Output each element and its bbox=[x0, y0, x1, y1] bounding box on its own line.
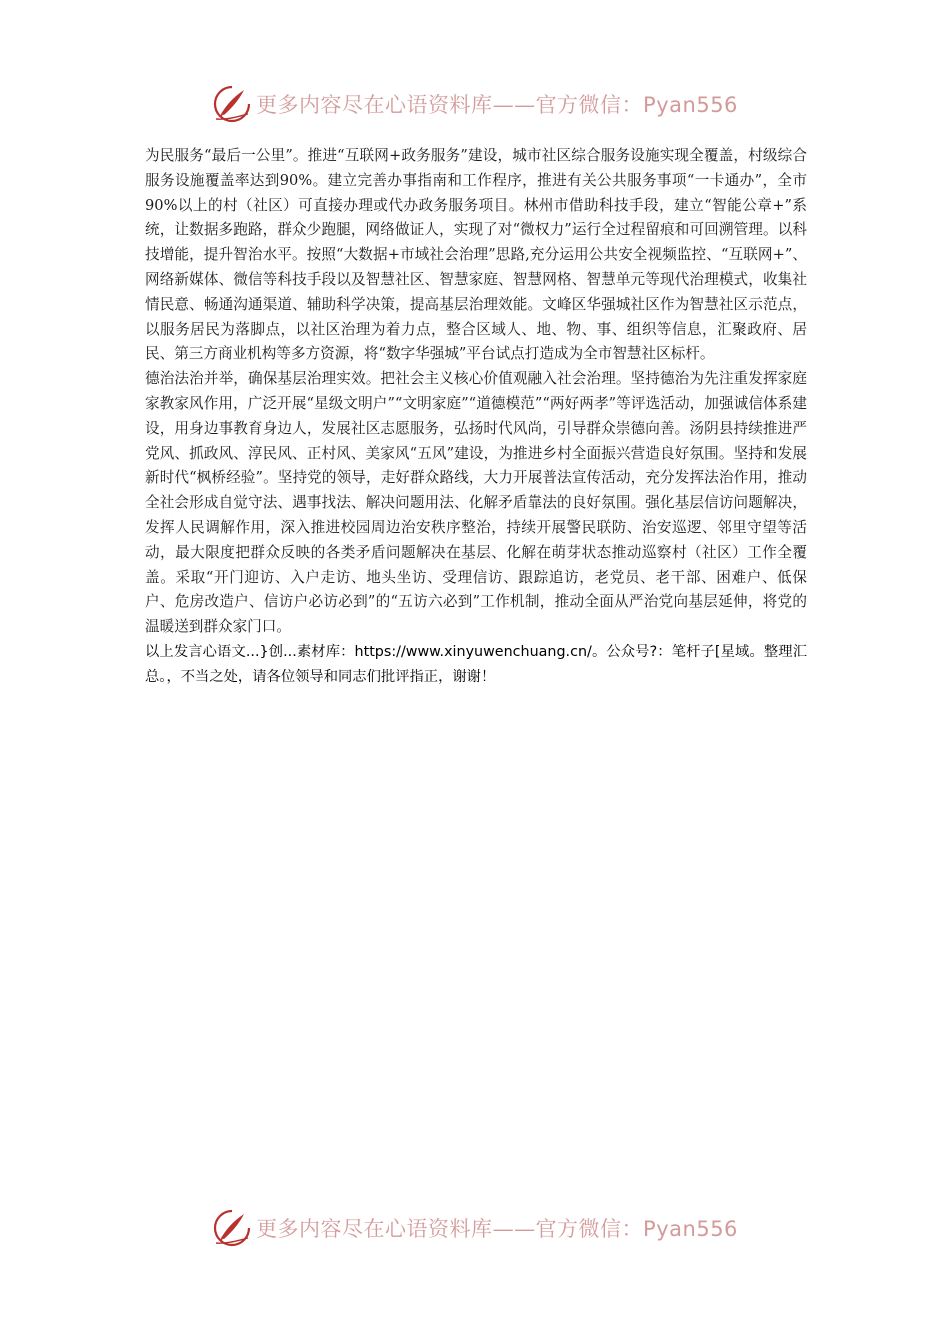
body-paragraph: 为民服务“最后一公里”。推进“互联网+政务服务”建设，城市社区综合服务设施实现全覆盖，村级综合服务设施覆盖率达到90%。建立完善办事指南和工作程序，推进有关公共服务事项“一卡通办”，全市90%以上的村（社区）可直接办理或代办政务服务项目。林州市借助科技手段，建立“智能公章+”系统，让数据多跑路，群众少跑腿，网络做证人，实现了对“微权力”运行全过程留痕和可回溯管理。以科技增能，提升智治水平。按照“大数据+市域社会治理”思路,充分运用公共安全视频监控、“互联网+”、网络新媒体、微信等科技手段以及智慧社区、智慧家庭、智慧网格、智慧单元等现代治理模式，收集社情民意、畅通沟通渠道、辅助科学决策，提高基层治理效能。文峰区华强城社区作为智慧社区示范点，以服务居民为落脚点，以社区治理为着力点，整合区域人、地、物、事、组织等信息，汇聚政府、居民、第三方商业机构等多方资源，将“数字华强城”平台试点打造成为全市智慧社区标杆。 bbox=[145, 147, 807, 363]
quill-pen-logo-icon bbox=[212, 84, 252, 124]
banner-text: 更多内容尽在心语资料库——官方微信：Pyan556 bbox=[256, 93, 738, 117]
header-banner bbox=[0, 82, 950, 126]
quill-pen-logo-icon bbox=[212, 1208, 252, 1248]
banner-text: 更多内容尽在心语资料库——官方微信：Pyan556 bbox=[256, 1217, 738, 1241]
body-paragraph: 德治法治并举，确保基层治理实效。把社会主义核心价值观融入社会治理。坚持德治为先注重发挥家庭家教家风作用，广泛开展“星级文明户”“文明家庭”“道德模范”“两好两孝”等评选活动，加强诚信体系建设，用身边事教育身边人，发展社区志愿服务，弘扬时代风尚，引导群众崇德向善。汤阴县持续推进严党风、抓政风、淳民风、正村风、美家风“五风”建设，为推进乡村全面振兴营造良好氛围。坚持和发展新时代“枫桥经验”。坚持党的领导，走好群众路线，大力开展普法宣传活动，充分发挥法治作用，推动全社会形成自觉守法、遇事找法、解决问题用法、化解矛盾靠法的良好氛围。强化基层信访问题解决，发挥人民调解作用，深入推进校园周边治安秩序整治，持续开展警民联防、治安巡逻、邻里守望等活动，最大限度把群众反映的各类矛盾问题解决在基层、化解在萌芽状态推动巡察村（社区）工作全覆盖。采取“开门迎访、入户走访、地头坐访、受理信访、跟踪追访，老党员、老干部、困难户、低保户、危房改造户、信访户必访必到”的“五访六必到”工作机制，推动全面从严治党向基层延伸，将党的温暖送到群众家门口。 bbox=[145, 370, 807, 636]
closing-note: 以上发言心语文...}创...素材库：https://www.xinyuwenchuang.cn/。公众号?：笔杆子[星域。整理汇总。，不当之处，请各位领导和同志们批评指正，谢谢！ bbox=[145, 643, 807, 685]
document-body bbox=[145, 144, 807, 690]
footer-banner bbox=[0, 1206, 950, 1250]
